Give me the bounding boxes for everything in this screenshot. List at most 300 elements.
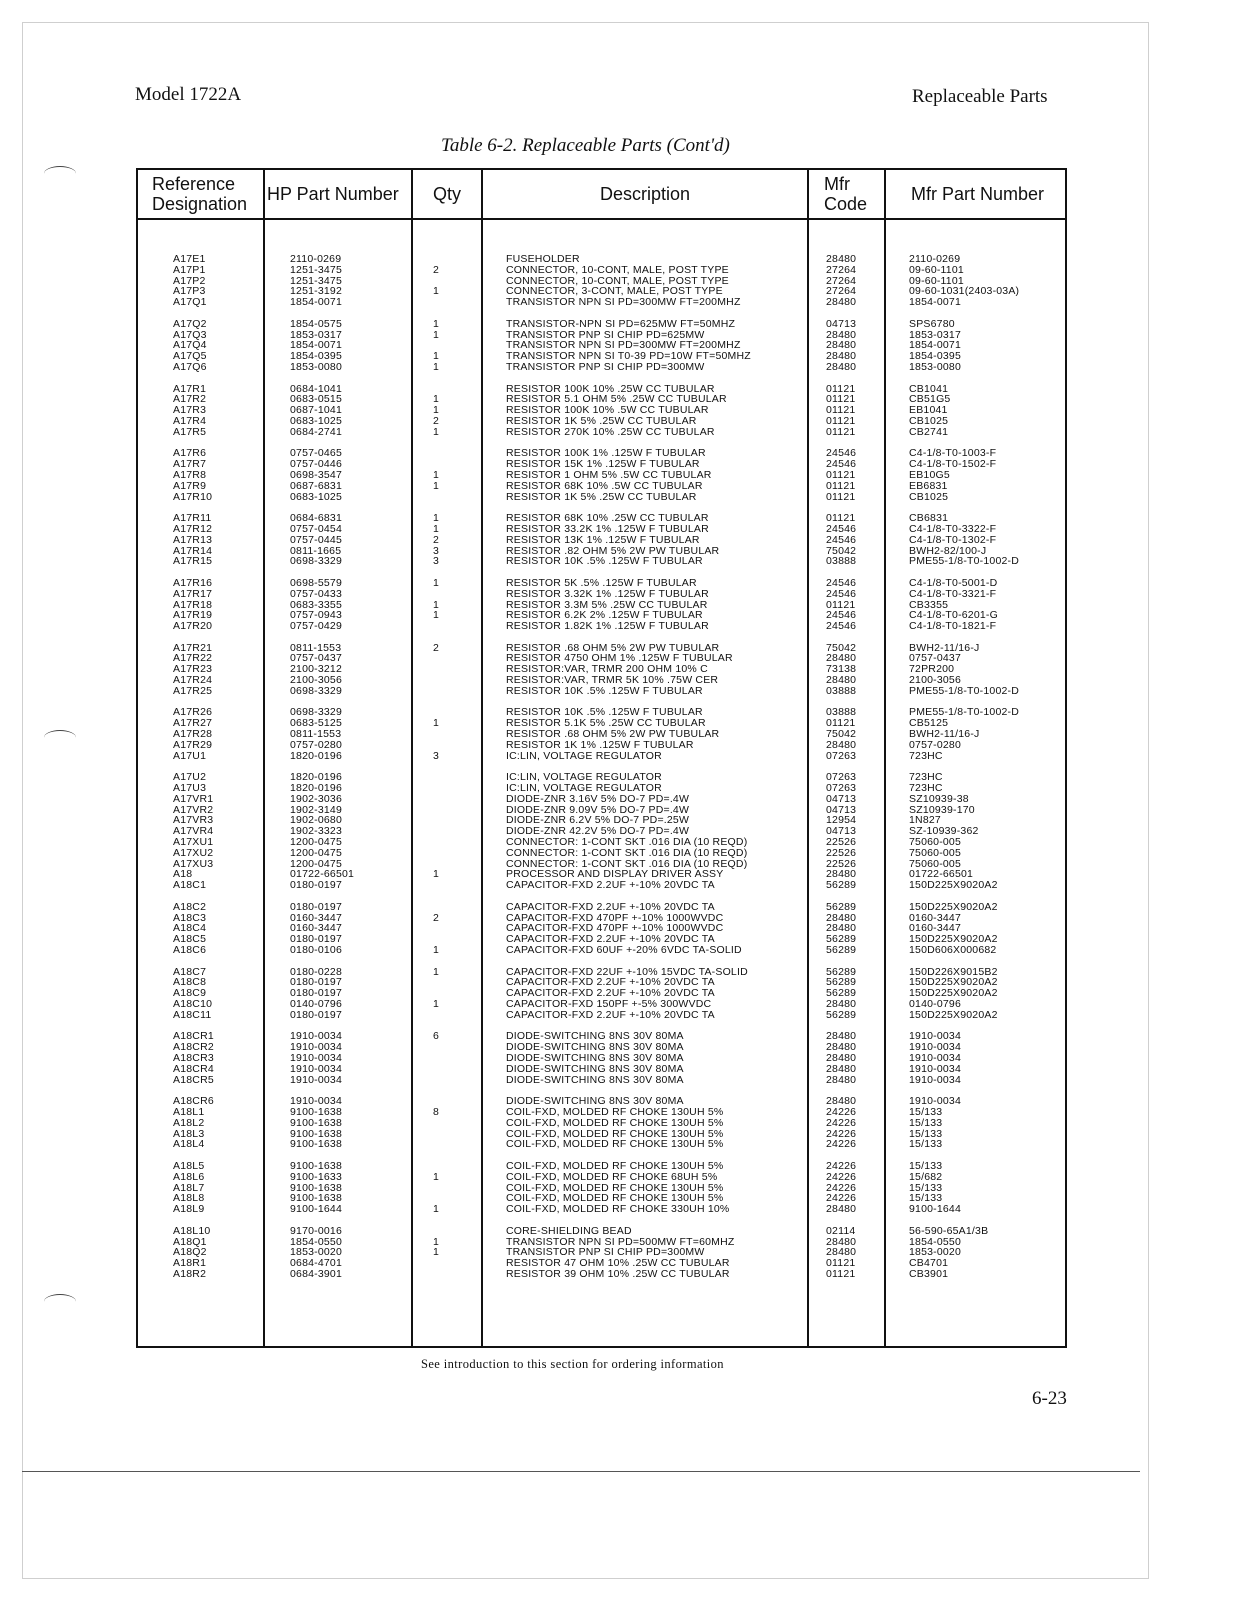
mfr-part-number: 56-590-65A1/3B: [909, 1224, 989, 1237]
hp-part-number: 9100-1644: [290, 1203, 343, 1216]
mfr-part-number: 01722-66501: [909, 868, 974, 881]
description: CAPACITOR-FXD 2.2UF +-10% 20VDC TA: [506, 1008, 715, 1021]
reference-designation: A18CR2: [173, 1041, 214, 1054]
quantity: 1: [433, 1235, 440, 1248]
reference-designation: A18CR6: [173, 1095, 214, 1108]
hp-part-number: 1820-0196: [290, 749, 343, 762]
description: COIL-FXD, MOLDED RF CHOKE 130UH 5%: [506, 1127, 724, 1140]
reference-designation: A17R15: [173, 555, 213, 568]
mfr-code: 28480: [826, 360, 857, 373]
description: RESISTOR 1K 5% .25W CC TUBULAR: [506, 414, 697, 427]
mfr-code: 28480: [826, 652, 857, 665]
mfr-code: 27264: [826, 263, 857, 276]
hp-part-number: 9100-1638: [290, 1159, 343, 1172]
reference-designation: A18Q1: [173, 1235, 207, 1248]
mfr-part-number: C4-1/8-T0-1821-F: [909, 620, 997, 633]
mfr-code: 01121: [826, 404, 856, 417]
mfr-part-number: 15/133: [909, 1159, 943, 1172]
binder-hole-mark: [44, 166, 76, 181]
mfr-code: 04713: [826, 825, 857, 838]
mfr-part-number: PME55-1/8-T0-1002-D: [909, 555, 1020, 568]
hp-part-number: 0684-2741: [290, 425, 343, 438]
reference-designation: A18C4: [173, 922, 207, 935]
hp-part-number: 0757-0433: [290, 587, 343, 600]
mfr-part-number: 1910-0034: [909, 1041, 962, 1054]
reference-designation: A18CR5: [173, 1073, 214, 1086]
mfr-part-number: C4-1/8-T0-6201-G: [909, 609, 998, 622]
table-row: [138, 535, 1069, 546]
hp-part-number: 1902-0680: [290, 814, 343, 827]
description: RESISTOR 10K .5% .125W F TUBULAR: [506, 555, 703, 568]
bottom-rule: [22, 1471, 1140, 1472]
description: DIODE-ZNR 6.2V 5% DO-7 PD=.25W: [506, 814, 690, 827]
reference-designation: A18C5: [173, 933, 207, 946]
description: COIL-FXD, MOLDED RF CHOKE 130UH 5%: [506, 1105, 724, 1118]
quantity: 2: [433, 263, 440, 276]
parts-group: [138, 1161, 1069, 1215]
description: RESISTOR .68 OHM 5% 2W PW TUBULAR: [506, 728, 720, 741]
hp-part-number: 0180-0228: [290, 965, 343, 978]
mfr-code: 24546: [826, 620, 857, 633]
reference-designation: A17R21: [173, 641, 213, 654]
col-header-reference-line1: Reference: [152, 174, 236, 194]
mfr-code: 75042: [826, 641, 857, 654]
hp-part-number: 0757-0280: [290, 738, 343, 751]
description: RESISTOR 5.1K 5% .25W CC TUBULAR: [506, 717, 706, 730]
reference-designation: A17R14: [173, 544, 213, 557]
mfr-part-number: 723HC: [909, 782, 943, 795]
mfr-part-number: CB3901: [909, 1267, 949, 1280]
description: TRANSISTOR PNP SI CHIP PD=300MW: [506, 360, 705, 373]
quantity: 1: [433, 609, 440, 622]
mfr-part-number: 1853-0080: [909, 360, 962, 373]
description: RESISTOR 39 OHM 10% .25W CC TUBULAR: [506, 1267, 730, 1280]
mfr-code: 01121: [826, 1267, 856, 1280]
description: FUSEHOLDER: [506, 253, 580, 265]
hp-part-number: 1853-0020: [290, 1246, 343, 1259]
page-number: 6-23: [1032, 1388, 1067, 1409]
table-row: [138, 1204, 1069, 1215]
reference-designation: A17R8: [173, 468, 207, 481]
reference-designation: A17VR3: [173, 814, 214, 827]
mfr-part-number: 2100-3056: [909, 674, 962, 687]
reference-designation: A17R4: [173, 414, 207, 427]
mfr-code: 28480: [826, 1030, 857, 1043]
hp-part-number: 1910-0034: [290, 1095, 343, 1108]
description: RESISTOR 47 OHM 10% .25W CC TUBULAR: [506, 1257, 730, 1270]
ordering-note: See introduction to this section for ordering information: [421, 1357, 724, 1371]
mfr-code: 01121: [826, 598, 856, 611]
hp-part-number: 1854-0575: [290, 317, 343, 330]
mfr-part-number: 15/133: [909, 1105, 943, 1118]
quantity: 1: [433, 285, 440, 298]
table-row: [138, 1118, 1069, 1129]
parts-group: [138, 707, 1069, 761]
hp-part-number: 1854-0071: [290, 296, 343, 309]
quantity: 1: [433, 360, 440, 373]
binder-hole-mark: [44, 730, 76, 745]
mfr-code: 28480: [826, 1246, 857, 1259]
reference-designation: A17XU2: [173, 846, 214, 859]
col-header-mfr-code: [824, 170, 884, 218]
description: CAPACITOR-FXD 150PF +-5% 300WVDC: [506, 997, 712, 1010]
hp-part-number: 1910-0034: [290, 1041, 343, 1054]
description: DIODE-SWITCHING 8NS 30V 80MA: [506, 1041, 684, 1054]
quantity: 3: [433, 749, 440, 762]
description: DIODE-ZNR 3.16V 5% DO-7 PD=.4W: [506, 792, 690, 805]
hp-part-number: 0180-0197: [290, 1008, 343, 1021]
reference-designation: A17R2: [173, 393, 207, 406]
reference-designation: A18R1: [173, 1257, 207, 1270]
description: DIODE-SWITCHING 8NS 30V 80MA: [506, 1095, 684, 1108]
quantity: 1: [433, 598, 440, 611]
reference-designation: A18C6: [173, 944, 207, 956]
hp-part-number: 0180-0106: [290, 944, 343, 956]
mfr-code: 01121: [826, 479, 856, 492]
mfr-code: 01121: [826, 717, 856, 730]
hp-part-number: 0180-0197: [290, 879, 343, 892]
mfr-part-number: 0140-0796: [909, 997, 962, 1010]
mfr-code: 28480: [826, 674, 857, 687]
description: DIODE-SWITCHING 8NS 30V 80MA: [506, 1062, 684, 1075]
description: RESISTOR 1.82K 1% .125W F TUBULAR: [506, 620, 709, 633]
hp-part-number: 0180-0197: [290, 900, 343, 913]
description: RESISTOR 33.2K 1% .125W F TUBULAR: [506, 522, 709, 535]
description: COIL-FXD, MOLDED RF CHOKE 130UH 5%: [506, 1116, 724, 1129]
mfr-part-number: C4-1/8-T0-1302-F: [909, 533, 997, 546]
mfr-code: 24226: [826, 1159, 857, 1172]
hp-part-number: 0684-6831: [290, 512, 343, 525]
mfr-part-number: 150D225X9020A2: [909, 900, 998, 913]
description: PROCESSOR AND DISPLAY DRIVER ASSY: [506, 868, 724, 881]
description: RESISTOR 15K 1% .125W F TUBULAR: [506, 458, 700, 471]
table-row: [138, 1269, 1069, 1280]
description: COIL-FXD, MOLDED RF CHOKE 130UH 5%: [506, 1181, 724, 1194]
table-row: [138, 1064, 1069, 1075]
mfr-code: 56289: [826, 933, 857, 946]
reference-designation: A18C8: [173, 976, 207, 989]
quantity: 1: [433, 1246, 440, 1259]
table-row: [138, 751, 1069, 762]
mfr-part-number: SZ10939-170: [909, 803, 975, 816]
description: RESISTOR 1 OHM 5% .5W CC TUBULAR: [506, 468, 712, 481]
reference-designation: A18C9: [173, 987, 207, 1000]
col-header-qty: Qty: [432, 184, 461, 204]
description: DIODE-SWITCHING 8NS 30V 80MA: [506, 1030, 684, 1043]
mfr-part-number: C4-1/8-T0-3321-F: [909, 587, 997, 600]
mfr-code: 01121: [826, 382, 856, 395]
description: RESISTOR 10K .5% .125W F TUBULAR: [506, 684, 703, 697]
mfr-part-number: 1910-0034: [909, 1051, 962, 1064]
mfr-code: 28480: [826, 738, 857, 751]
mfr-part-number: BWH2-11/16-J: [909, 728, 980, 741]
col-header-reference: [152, 170, 262, 218]
quantity: 1: [433, 425, 440, 438]
hp-part-number: 9100-1638: [290, 1138, 343, 1151]
reference-designation: A17R13: [173, 533, 213, 546]
mfr-part-number: 1853-0020: [909, 1246, 962, 1259]
description: RESISTOR 13K 1% .125W F TUBULAR: [506, 533, 700, 546]
mfr-code: 28480: [826, 1051, 857, 1064]
description: COIL-FXD, MOLDED RF CHOKE 130UH 5%: [506, 1138, 724, 1151]
description: CONNECTOR: 1-CONT SKT .016 DIA (10 REQD): [506, 836, 748, 849]
reference-designation: A17R7: [173, 458, 207, 471]
table-row: [138, 265, 1069, 276]
hp-part-number: 1200-0475: [290, 836, 343, 849]
mfr-part-number: CB1025: [909, 414, 949, 427]
quantity: 1: [433, 944, 440, 956]
mfr-part-number: BWH2-11/16-J: [909, 641, 980, 654]
hp-part-number: 0180-0197: [290, 976, 343, 989]
quantity: 1: [433, 479, 440, 492]
mfr-part-number: 1N827: [909, 814, 941, 827]
mfr-code: 56289: [826, 879, 857, 892]
mfr-part-number: CB2741: [909, 425, 949, 438]
quantity: 3: [433, 555, 440, 568]
hp-part-number: 2100-3056: [290, 674, 343, 687]
quantity: 1: [433, 404, 440, 417]
quantity: 1: [433, 1170, 440, 1183]
mfr-part-number: 72PR200: [909, 663, 955, 676]
reference-designation: A18CR3: [173, 1051, 214, 1064]
section-header: Replaceable Parts: [912, 86, 1048, 107]
description: CONNECTOR: 1-CONT SKT .016 DIA (10 REQD): [506, 857, 748, 870]
mfr-part-number: PME55-1/8-T0-1002-D: [909, 684, 1020, 697]
mfr-code: 28480: [826, 1073, 857, 1086]
mfr-part-number: 75060-005: [909, 836, 962, 849]
mfr-code: 24546: [826, 522, 857, 535]
reference-designation: A18C10: [173, 997, 213, 1010]
mfr-part-number: 1854-0395: [909, 350, 962, 363]
hp-part-number: 0180-0197: [290, 933, 343, 946]
mfr-code: 22526: [826, 836, 857, 849]
mfr-part-number: BWH2-82/100-J: [909, 544, 987, 557]
table-row: [138, 848, 1069, 859]
description: RESISTOR 1K 1% .125W F TUBULAR: [506, 738, 694, 751]
reference-designation: A17R18: [173, 598, 213, 611]
header-rule: [138, 218, 1065, 220]
description: DIODE-ZNR 9.09V 5% DO-7 PD=.4W: [506, 803, 690, 816]
description: TRANSISTOR PNP SI CHIP PD=625MW: [506, 328, 705, 341]
reference-designation: A17Q6: [173, 360, 207, 373]
quantity: 1: [433, 1203, 440, 1216]
hp-part-number: 0757-0465: [290, 447, 343, 460]
hp-part-number: 1910-0034: [290, 1030, 343, 1043]
mfr-code: 01121: [826, 468, 856, 481]
description: CAPACITOR-FXD 60UF +-20% 6VDC TA-SOLID: [506, 944, 742, 956]
description: DIODE-SWITCHING 8NS 30V 80MA: [506, 1051, 684, 1064]
mfr-code: 56289: [826, 900, 857, 913]
reference-designation: A18L10: [173, 1224, 211, 1237]
reference-designation: A17R29: [173, 738, 213, 751]
reference-designation: A17R23: [173, 663, 213, 676]
quantity: 1: [433, 576, 440, 589]
description: RESISTOR .68 OHM 5% 2W PW TUBULAR: [506, 641, 720, 654]
mfr-code: 24226: [826, 1181, 857, 1194]
mfr-code: 24546: [826, 458, 857, 471]
reference-designation: A17XU3: [173, 857, 214, 870]
hp-part-number: 0684-3901: [290, 1267, 343, 1280]
description: TRANSISTOR NPN SI PD=500MW FT=60MHZ: [506, 1235, 735, 1248]
mfr-part-number: 09-60-1101: [909, 274, 964, 287]
table-row: [138, 556, 1069, 567]
mfr-part-number: EB6831: [909, 479, 948, 492]
mfr-part-number: 09-60-1101: [909, 263, 964, 276]
quantity: 1: [433, 717, 440, 730]
description: IC:LIN, VOLTAGE REGULATOR: [506, 782, 662, 795]
mfr-code: 24546: [826, 576, 857, 589]
mfr-part-number: 1854-0550: [909, 1235, 962, 1248]
hp-part-number: 1200-0475: [290, 857, 343, 870]
hp-part-number: 1854-0550: [290, 1235, 343, 1248]
mfr-code: 75042: [826, 728, 857, 741]
hp-part-number: 1910-0034: [290, 1073, 343, 1086]
mfr-code: 01121: [826, 393, 856, 406]
hp-part-number: 9170-0016: [290, 1224, 343, 1237]
quantity: 2: [433, 414, 440, 427]
parts-group: [138, 643, 1069, 697]
mfr-code: 24546: [826, 533, 857, 546]
parts-group: [138, 1226, 1069, 1280]
mfr-part-number: 15/133: [909, 1181, 943, 1194]
reference-designation: A18L1: [173, 1105, 205, 1118]
quantity: 1: [433, 468, 440, 481]
mfr-code: 24226: [826, 1138, 857, 1151]
table-row: [138, 589, 1069, 600]
mfr-part-number: 150D225X9020A2: [909, 1008, 998, 1021]
reference-designation: A17VR2: [173, 803, 214, 816]
hp-part-number: 0683-3355: [290, 598, 343, 611]
reference-designation: A17R24: [173, 674, 213, 687]
hp-part-number: 0684-4701: [290, 1257, 343, 1270]
mfr-code: 24226: [826, 1127, 857, 1140]
mfr-part-number: 1910-0034: [909, 1073, 962, 1086]
description: CAPACITOR-FXD 2.2UF +-10% 20VDC TA: [506, 976, 715, 989]
mfr-part-number: 15/133: [909, 1116, 943, 1129]
hp-part-number: 1853-0317: [290, 328, 343, 341]
description: RESISTOR:VAR, TRMR 5K 10% .75W CER: [506, 674, 719, 687]
description: CAPACITOR-FXD 2.2UF +-10% 20VDC TA: [506, 987, 715, 1000]
description: RESISTOR 1K 5% .25W CC TUBULAR: [506, 490, 697, 503]
mfr-code: 27264: [826, 285, 857, 298]
mfr-code: 28480: [826, 1041, 857, 1054]
description: CONNECTOR: 1-CONT SKT .016 DIA (10 REQD): [506, 846, 748, 859]
reference-designation: A17R26: [173, 706, 213, 719]
mfr-part-number: CB1041: [909, 382, 949, 395]
mfr-part-number: CB5125: [909, 717, 949, 730]
parts-list: [138, 254, 1069, 1291]
hp-part-number: 1902-3036: [290, 792, 343, 805]
mfr-code: 24226: [826, 1105, 857, 1118]
mfr-part-number: 9100-1644: [909, 1203, 962, 1216]
mfr-code: 03888: [826, 706, 857, 719]
reference-designation: A18L8: [173, 1192, 205, 1205]
table-row: [138, 621, 1069, 632]
reference-designation: A18C11: [173, 1008, 212, 1021]
mfr-part-number: 09-60-1031(2403-03A): [909, 285, 1020, 298]
reference-designation: A18C3: [173, 911, 207, 924]
hp-part-number: 1820-0196: [290, 782, 343, 795]
table-row: [138, 1075, 1069, 1086]
hp-part-number: 9100-1638: [290, 1192, 343, 1205]
hp-part-number: 01722-66501: [290, 868, 355, 881]
table-row: [138, 427, 1069, 438]
description: TRANSISTOR-NPN SI PD=625MW FT=50MHZ: [506, 317, 736, 330]
hp-part-number: 0698-3547: [290, 468, 343, 481]
hp-part-number: 9100-1638: [290, 1127, 343, 1140]
table-row: [138, 902, 1069, 913]
table-row: [138, 319, 1069, 330]
mfr-code: 56289: [826, 976, 857, 989]
hp-part-number: 1200-0475: [290, 846, 343, 859]
mfr-part-number: SZ10939-38: [909, 792, 969, 805]
reference-designation: A18L6: [173, 1170, 205, 1183]
description: TRANSISTOR NPN SI T0-39 PD=10W FT=50MHZ: [506, 350, 751, 363]
mfr-code: 01121: [826, 490, 856, 503]
mfr-part-number: PME55-1/8-T0-1002-D: [909, 706, 1020, 719]
mfr-code: 12954: [826, 814, 857, 827]
parts-group: [138, 319, 1069, 373]
description: COIL-FXD, MOLDED RF CHOKE 330UH 10%: [506, 1203, 730, 1216]
mfr-part-number: CB4701: [909, 1257, 949, 1270]
mfr-part-number: CB3355: [909, 598, 949, 611]
quantity: 1: [433, 350, 440, 363]
hp-part-number: 0180-0197: [290, 987, 343, 1000]
hp-part-number: 0757-0446: [290, 458, 343, 471]
mfr-part-number: C4-1/8-T0-1003-F: [909, 447, 997, 460]
hp-part-number: 0140-0796: [290, 997, 343, 1010]
description: RESISTOR .82 OHM 5% 2W PW TUBULAR: [506, 544, 720, 557]
hp-part-number: 1910-0034: [290, 1051, 343, 1064]
parts-table: [136, 168, 1067, 1348]
hp-part-number: 1910-0034: [290, 1062, 343, 1075]
description: IC:LIN, VOLTAGE REGULATOR: [506, 771, 662, 784]
reference-designation: A18L7: [173, 1181, 205, 1194]
reference-designation: A18L3: [173, 1127, 205, 1140]
mfr-part-number: EB10G5: [909, 468, 950, 481]
reference-designation: A17R27: [173, 717, 213, 730]
reference-designation: A17R17: [173, 587, 213, 600]
col-header-reference-line2: Designation: [152, 194, 248, 214]
mfr-code: 28480: [826, 1095, 857, 1108]
description: RESISTOR 5K .5% .125W F TUBULAR: [506, 576, 697, 589]
hp-part-number: 0698-5579: [290, 576, 343, 589]
hp-part-number: 0160-3447: [290, 911, 343, 924]
mfr-code: 04713: [826, 317, 857, 330]
description: RESISTOR 100K 10% .5W CC TUBULAR: [506, 404, 709, 417]
mfr-code: 56289: [826, 1008, 857, 1021]
quantity: 6: [433, 1030, 440, 1043]
mfr-part-number: 15/133: [909, 1127, 943, 1140]
description: DIODE-SWITCHING 8NS 30V 80MA: [506, 1073, 684, 1086]
quantity: 2: [433, 533, 440, 546]
mfr-part-number: 0757-0437: [909, 652, 962, 665]
reference-designation: A17Q4: [173, 339, 207, 352]
hp-part-number: 9100-1638: [290, 1116, 343, 1129]
mfr-code: 28480: [826, 1062, 857, 1075]
mfr-code: 28480: [826, 922, 857, 935]
mfr-code: 28480: [826, 253, 857, 265]
table-row: [138, 945, 1069, 956]
mfr-code: 03888: [826, 684, 857, 697]
hp-part-number: 0687-1041: [290, 404, 343, 417]
mfr-part-number: 723HC: [909, 749, 943, 762]
mfr-code: 01121: [826, 425, 856, 438]
mfr-part-number: 1910-0034: [909, 1030, 962, 1043]
table-row: [138, 1139, 1069, 1150]
hp-part-number: 0698-3329: [290, 706, 343, 719]
mfr-part-number: SZ-10939-362: [909, 825, 979, 838]
